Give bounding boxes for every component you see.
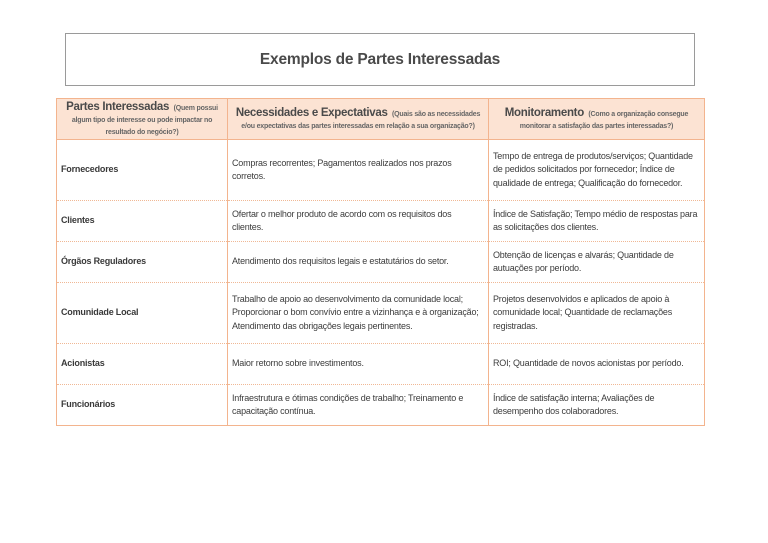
table-row: [57, 140, 705, 201]
header-monitoring-title: Monitoramento: [504, 107, 584, 119]
page-title: Exemplos de Partes Interessadas: [259, 50, 501, 68]
monitoring-cell: Obtenção de licenças e alvarás; Quantidade de autuações por período.: [489, 242, 705, 283]
header-stakeholders-title: Partes Interessadas: [66, 101, 170, 113]
header-needs: [228, 99, 489, 140]
needs-cell: Trabalho de apoio ao desenvolvimento da comunidade local; Proporcionar o bom convívio entre a vizinhança e à organização; Atendimento das obrigações legais pertinentes.: [228, 283, 489, 344]
party-cell: Acionistas: [57, 344, 228, 385]
table-row: [57, 344, 705, 385]
needs-cell: Infraestrutura e ótimas condições de trabalho; Treinamento e capacitação contínua.: [228, 385, 489, 426]
header-monitoring-note: (Como a organização consegue monitorar a satisfação das partes interessadas?): [519, 111, 689, 130]
table-row: [57, 242, 705, 283]
table-header-row: [57, 99, 705, 140]
monitoring-cell: Índice de satisfação interna; Avaliações de desempenho dos colaboradores.: [489, 385, 705, 426]
monitoring-cell: Projetos desenvolvidos e aplicados de apoio à comunidade local; Quantidade de reclamações registradas.: [489, 283, 705, 344]
monitoring-cell: Tempo de entrega de produtos/serviços; Quantidade de pedidos solicitados por fornecedor; Índice de qualidade de entrega; Qualificação do fornecedor.: [489, 140, 705, 201]
table-row: [57, 385, 705, 426]
party-cell: Comunidade Local: [57, 283, 228, 344]
header-needs-title: Necessidades e Expectativas: [235, 107, 388, 119]
table-row: [57, 283, 705, 344]
monitoring-cell: ROI; Quantidade de novos acionistas por período.: [489, 344, 705, 385]
header-stakeholders: [57, 99, 228, 140]
needs-cell: Compras recorrentes; Pagamentos realizados nos prazos corretos.: [228, 140, 489, 201]
monitoring-cell: Índice de Satisfação; Tempo médio de respostas para as solicitações dos clientes.: [489, 201, 705, 242]
party-cell: Órgãos Reguladores: [57, 242, 228, 283]
table-row: [57, 201, 705, 242]
title-box: [65, 33, 695, 86]
needs-cell: Atendimento dos requisitos legais e estatutários do setor.: [228, 242, 489, 283]
header-monitoring: [489, 99, 705, 140]
needs-cell: Ofertar o melhor produto de acordo com os requisitos dos clientes.: [228, 201, 489, 242]
party-cell: Clientes: [57, 201, 228, 242]
party-cell: Fornecedores: [57, 140, 228, 201]
party-cell: Funcionários: [57, 385, 228, 426]
header-needs-note: (Quais são as necessidades e/ou expectativas das partes interessadas em relação a sua organização?): [241, 111, 481, 130]
stakeholders-table: [56, 98, 705, 426]
needs-cell: Maior retorno sobre investimentos.: [228, 344, 489, 385]
header-stakeholders-note: (Quem possui algum tipo de interesse ou pode impactar no resultado do negócio?): [71, 105, 218, 136]
